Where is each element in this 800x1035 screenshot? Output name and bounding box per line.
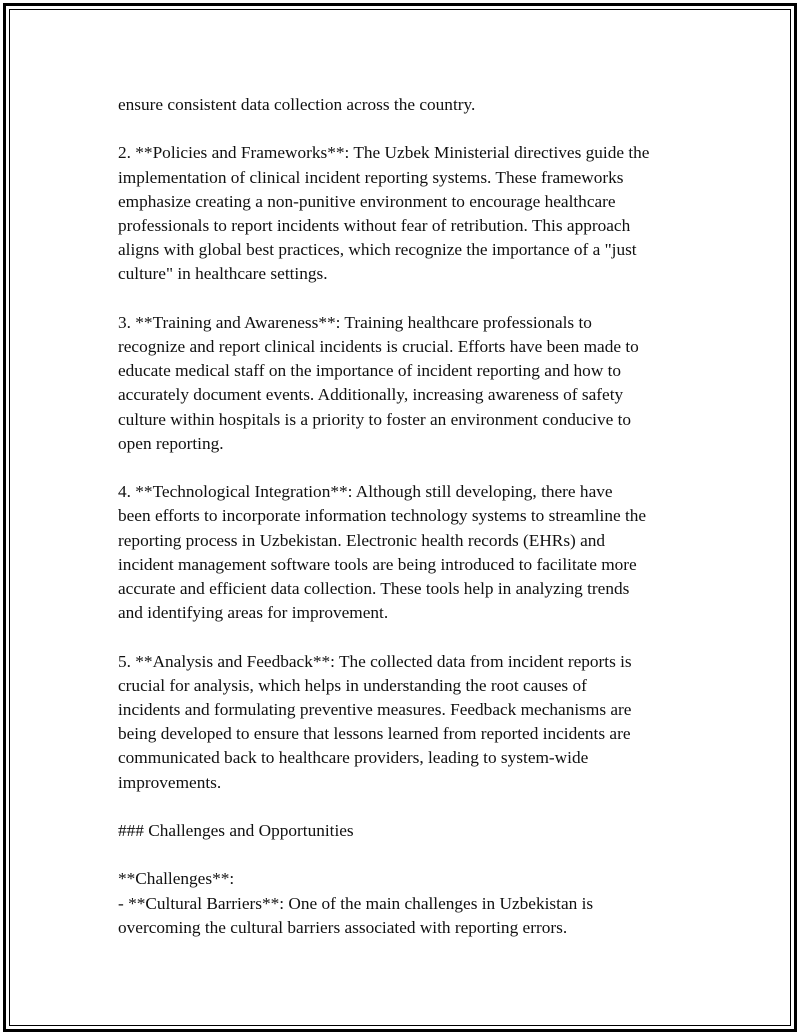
text-line: improvements. bbox=[118, 772, 222, 792]
text-line: accurately document events. Additionally, increasing awareness of safety bbox=[118, 385, 624, 405]
text-line: - **Cultural Barriers**: One of the main challenges in Uzbekistan is bbox=[118, 893, 594, 913]
text-line: emphasize creating a non-punitive environment to encourage healthcare bbox=[118, 191, 616, 211]
text-line: 4. **Technological Integration**: Although still developing, there have bbox=[118, 482, 613, 502]
paragraph-challenges bbox=[118, 867, 698, 940]
text-line: culture" in healthcare settings. bbox=[118, 264, 328, 284]
paragraph-training-and-awareness bbox=[118, 311, 698, 456]
document-body bbox=[118, 93, 698, 964]
text-line: implementation of clinical incident reporting systems. These frameworks bbox=[118, 167, 624, 187]
paragraph-technological-integration bbox=[118, 480, 698, 625]
text-line: culture within hospitals is a priority to foster an environment conducive to bbox=[118, 409, 632, 429]
text-line: aligns with global best practices, which recognize the importance of a "just bbox=[118, 240, 637, 260]
text-line: accurate and efficient data collection. These tools help in analyzing trends bbox=[118, 579, 630, 599]
text-line: ensure consistent data collection across the country. bbox=[118, 95, 476, 114]
text-line: and identifying areas for improvement. bbox=[118, 603, 389, 623]
text-line: reporting process in Uzbekistan. Electronic health records (EHRs) and bbox=[118, 530, 606, 550]
text-line: incident management software tools are being introduced to facilitate more bbox=[118, 554, 637, 574]
text-line: educate medical staff on the importance of incident reporting and how to bbox=[118, 361, 622, 381]
paragraph-data-collection bbox=[118, 93, 698, 117]
paragraph-analysis-and-feedback bbox=[118, 650, 698, 795]
text-line: 5. **Analysis and Feedback**: The collected data from incident reports is bbox=[118, 651, 632, 671]
text-line: being developed to ensure that lessons learned from reported incidents are bbox=[118, 724, 631, 744]
text-line: 3. **Training and Awareness**: Training healthcare professionals to bbox=[118, 312, 592, 332]
paragraph-policies-and-frameworks bbox=[118, 141, 698, 286]
text-line: 2. **Policies and Frameworks**: The Uzbek Ministerial directives guide the bbox=[118, 143, 650, 163]
text-line: crucial for analysis, which helps in understanding the root causes of bbox=[118, 675, 587, 695]
text-line: open reporting. bbox=[118, 433, 224, 453]
text-line: incidents and formulating preventive measures. Feedback mechanisms are bbox=[118, 700, 632, 720]
text-line: recognize and report clinical incidents is crucial. Efforts have been made to bbox=[118, 337, 639, 356]
section-heading-challenges-and-opportunities bbox=[118, 819, 698, 843]
text-line: communicated back to healthcare providers, leading to system-wide bbox=[118, 748, 589, 768]
text-line: ### Challenges and Opportunities bbox=[118, 821, 354, 841]
text-line: overcoming the cultural barriers associated with reporting errors. bbox=[118, 917, 568, 937]
text-line: been efforts to incorporate information technology systems to streamline the bbox=[118, 506, 647, 526]
text-line: professionals to report incidents without fear of retribution. This approach bbox=[118, 216, 631, 235]
text-line: **Challenges**: bbox=[118, 869, 235, 889]
